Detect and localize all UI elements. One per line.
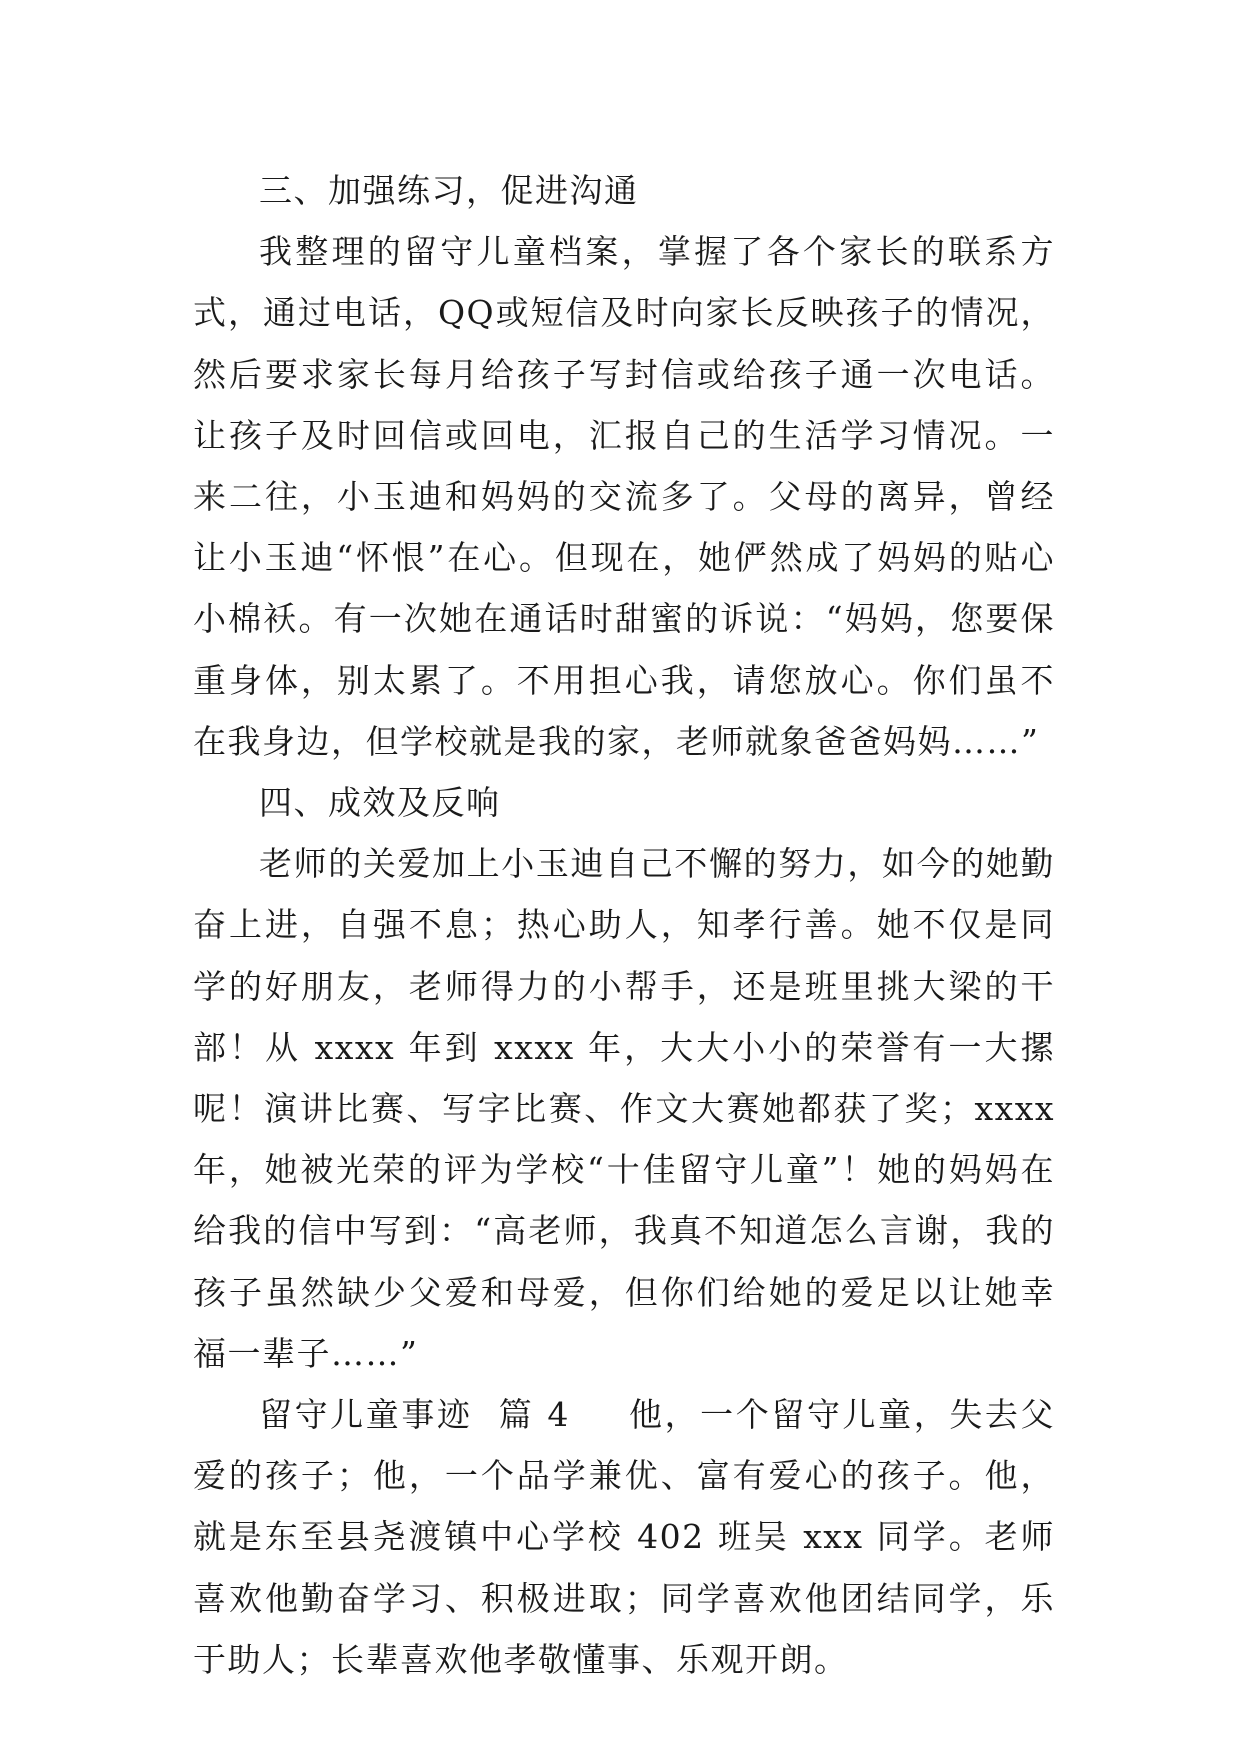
story-title: 留守儿童事迹 篇 4 bbox=[259, 1395, 570, 1435]
paragraph-communication: 我整理的留守儿童档案，掌握了各个家长的联系方式，通过电话，QQ或短信及时向家长反映孩子的情况，然后要求家长每月给孩子写封信或给孩子通一次电话。让孩子及时回信或回电，汇报自己的生活学习情况。一来二往，小玉迪和妈妈的交流多了。父母的离异，曾经让小玉迪“怀恨”在心。但现在，她俨然成了妈妈的贴心小棉袄。有一次她在通话时甜蜜的诉说：“妈妈，您要保重身体，别太累了。不用担心我，请您放心。你们虽不在我身边，但学校就是我的家，老师就象爸爸妈妈……” bbox=[193, 232, 1055, 761]
section-heading-4: 四、成效及反响 bbox=[259, 783, 501, 823]
document-body bbox=[193, 160, 1055, 1690]
paragraph-results: 老师的关爱加上小玉迪自己不懈的努力，如今的她勤奋上进，自强不息；热心助人，知孝行善。她不仅是同学的好朋友，老师得力的小帮手，还是班里挑大梁的干部！从 xxxx 年到 xxxx 年，大大小小的荣誉有一大摞呢！演讲比赛、写字比赛、作文大赛她都获了奖；xxxx 年，她被光荣的评为学校“十佳留守儿童”！她的妈妈在给我的信中写到：“高老师，我真不知道怎么言谢，我的孩子虽然缺少父爱和母爱，但你们给她的爱足以让她幸福一辈子……” bbox=[193, 844, 1055, 1373]
story-text: 他，一个留守儿童，失去父爱的孩子；他，一个品学兼优、富有爱心的孩子。他，就是东至县尧渡镇中心学校 402 班吴 xxx 同学。老师喜欢他勤奋学习、积极进取；同学喜欢他团结同学，乐于助人；长辈喜欢他孝敬懂事、乐观开朗。 bbox=[193, 1395, 1055, 1679]
paragraph-story-4 bbox=[193, 1384, 1055, 1690]
section-heading-3: 三、加强练习，促进沟通 bbox=[259, 171, 639, 210]
